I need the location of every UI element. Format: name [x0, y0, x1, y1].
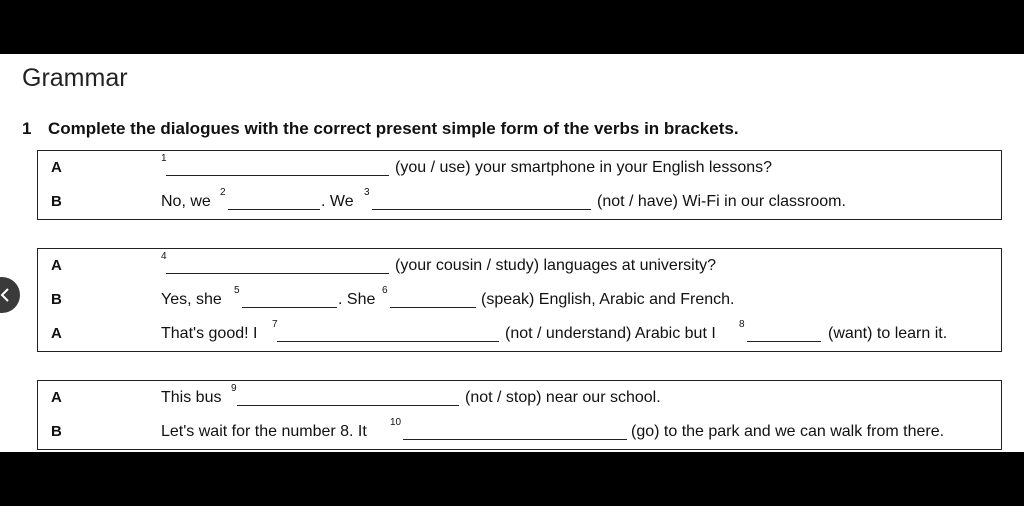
dialogue-text: (your cousin / study) languages at university? — [395, 257, 717, 274]
answer-blank-4[interactable] — [166, 273, 389, 274]
answer-blank-10[interactable] — [403, 439, 627, 440]
answer-blank-8[interactable] — [747, 341, 821, 342]
answer-blank-9[interactable] — [237, 405, 459, 406]
dialogue-box-1 — [37, 150, 1002, 220]
gap-number: 2 — [220, 187, 226, 198]
dialogue-row — [38, 283, 1001, 317]
speaker-label: B — [51, 193, 62, 210]
chevron-left-icon — [0, 287, 10, 303]
answer-blank-2[interactable] — [228, 209, 320, 210]
speaker-label: A — [51, 159, 62, 176]
dialogue-text: (not / stop) near our school. — [465, 389, 661, 406]
dialogue-row — [38, 415, 1001, 449]
answer-blank-7[interactable] — [277, 341, 499, 342]
dialogue-row — [38, 151, 1001, 185]
page-heading: Grammar — [22, 64, 128, 92]
gap-number: 7 — [272, 319, 278, 330]
dialogue-row — [38, 185, 1001, 219]
speaker-label: A — [51, 389, 62, 406]
speaker-label: A — [51, 257, 62, 274]
speaker-label: A — [51, 325, 62, 342]
dialogue-text: (want) to learn it. — [828, 325, 948, 342]
gap-number: 10 — [390, 417, 402, 428]
gap-number: 4 — [161, 251, 167, 262]
dialogue-text: Yes, she — [161, 291, 222, 308]
dialogue-text: That's good! I — [161, 325, 258, 342]
instruction-text: Complete the dialogues with the correct present simple form of the verbs in brackets. — [48, 119, 739, 138]
gap-number: 5 — [234, 285, 240, 296]
dialogue-text: . She — [338, 291, 376, 308]
dialogue-row — [38, 249, 1001, 283]
dialogue-text: (not / have) Wi-Fi in our classroom. — [597, 193, 846, 210]
speaker-label: B — [51, 291, 62, 308]
dialogue-text: (you / use) your smartphone in your English lessons? — [395, 159, 773, 176]
dialogue-box-2 — [37, 248, 1002, 352]
answer-blank-1[interactable] — [166, 175, 389, 176]
gap-number: 1 — [161, 153, 167, 164]
dialogue-row — [38, 317, 1001, 351]
exercise-number: 1 — [22, 119, 32, 138]
dialogue-text: (speak) English, Arabic and French. — [481, 291, 735, 308]
dialogue-text: This bus — [161, 389, 222, 406]
answer-blank-3[interactable] — [372, 209, 591, 210]
answer-blank-5[interactable] — [242, 307, 337, 308]
gap-number: 9 — [231, 383, 237, 394]
gap-number: 8 — [739, 319, 745, 330]
dialogue-text: No, we — [161, 193, 211, 210]
answer-blank-6[interactable] — [390, 307, 476, 308]
speaker-label: B — [51, 423, 62, 440]
dialogue-text: (not / understand) Arabic but I — [505, 325, 716, 342]
dialogue-text: (go) to the park and we can walk from there. — [631, 423, 945, 440]
dialogue-text: . We — [321, 193, 354, 210]
dialogue-box-3 — [37, 380, 1002, 450]
worksheet-page — [0, 54, 1024, 452]
dialogue-row — [38, 381, 1001, 415]
dialogue-text: Let's wait for the number 8. It — [161, 423, 367, 440]
gap-number: 3 — [364, 187, 370, 198]
gap-number: 6 — [382, 285, 388, 296]
exercise-instruction — [22, 119, 739, 139]
